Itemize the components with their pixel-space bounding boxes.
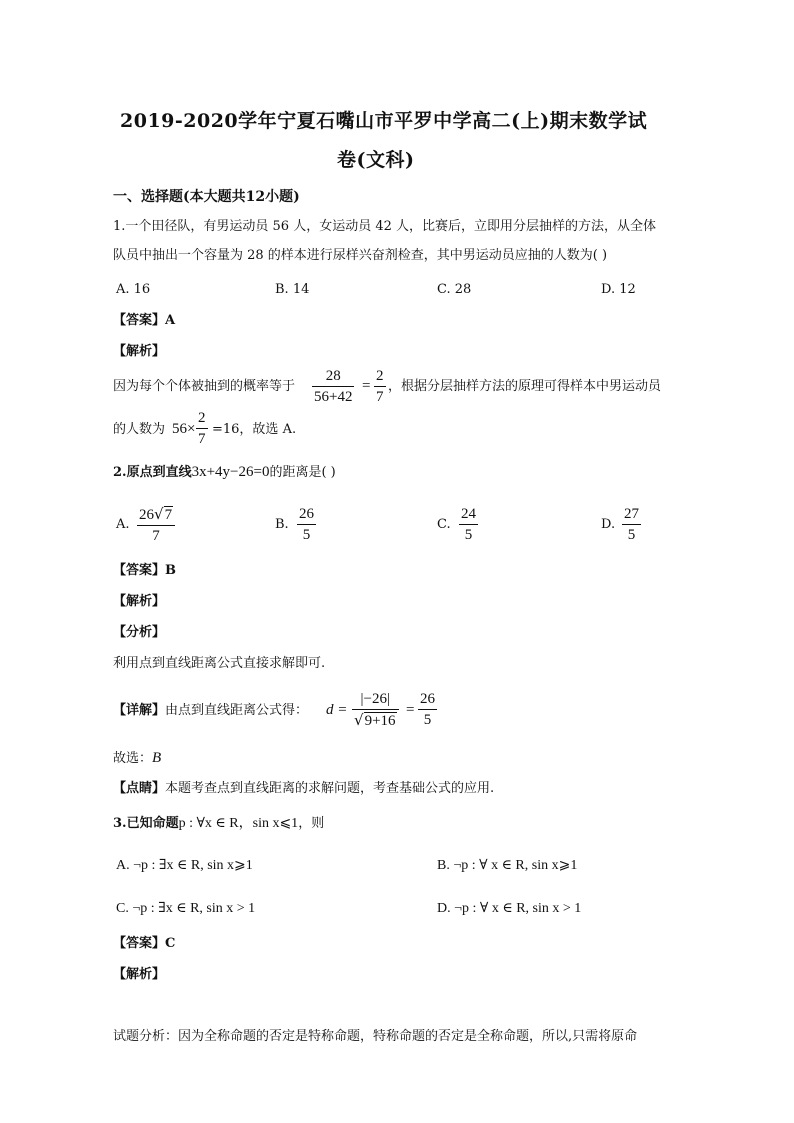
q1-option-d: D. 12 (601, 282, 636, 297)
fraction-denominator: 7 (376, 389, 384, 405)
fraction-numerator: |−26| (360, 691, 390, 707)
q2-stem (113, 463, 336, 482)
q2-analysis-tag: 【解析】 (113, 594, 166, 609)
q1-answer (113, 312, 175, 330)
q3-option-c: C. ¬p : ∃x ∈ R, sin x > 1 (116, 901, 256, 916)
fraction-numerator: 2 (376, 368, 384, 384)
fraction-numerator: 26 (299, 506, 314, 522)
q1-fraction-2 (374, 367, 386, 406)
q2-stem-math: 3x+4y−26=0 (191, 464, 270, 480)
q1-option-b: B. 14 (275, 282, 310, 297)
fraction-denominator: 5 (423, 712, 432, 728)
fraction-denominator: 5 (627, 527, 636, 543)
sqrt-icon: √ (354, 711, 364, 729)
doc-title-line1: 2019-2020学年宁夏石嘴山市平罗中学高二(上)期末数学试 (120, 110, 648, 132)
fraction-bar (418, 709, 437, 710)
doc-title-line2: 卷(文科) (337, 149, 415, 171)
fraction-bar (622, 524, 641, 525)
dianjing-tag: 【点睛】 (113, 781, 166, 796)
q3-option-d: D. ¬p : ∀ x ∈ R, sin x > 1 (437, 901, 582, 916)
dianjing-text: 本题考查点到直线距离的求解问题，考查基础公式的应用. (165, 781, 495, 796)
xiangjie-text: 由点到直线距离公式得： (165, 703, 309, 718)
q3-option-a: A. ¬p : ∃x ∈ R, sin x⩾1 (116, 858, 253, 873)
fraction-denominator: 56+42 (314, 389, 353, 405)
fraction-denominator: 5 (464, 527, 473, 543)
q2-opt-a-label: A. (116, 517, 130, 532)
q1-option-c: C. 28 (437, 282, 472, 297)
q1-analysis-tag: 【解析】 (113, 344, 166, 359)
fraction-bar (352, 709, 399, 710)
q3-answer (113, 935, 175, 953)
q2-opt-d-fraction (622, 505, 641, 544)
q2-opt-a-fraction (137, 505, 175, 545)
q2-stem-text: 2.原点到直线 (113, 465, 192, 480)
q3-explanation: 试题分析：因为全称命题的否定是特称命题，特称命题的否定是全称命题，所以,只需将原命 (113, 1029, 638, 1044)
choose-text: 故选： (113, 751, 153, 766)
fraction-denominator (352, 711, 399, 730)
q1-exp-a: 因为每个个体被抽到的概率等于 (113, 379, 296, 394)
fraction-numerator (137, 505, 175, 524)
fraction-bar (374, 386, 386, 387)
choose-value: B (152, 750, 162, 766)
q3-option-b: B. ¬p : ∀ x ∈ R, sin x⩾1 (437, 858, 578, 873)
sqrt-radicand: 9+16 (364, 713, 396, 729)
fraction-numerator: 28 (325, 368, 341, 384)
q2-opt-d-label: D. (601, 517, 616, 532)
fraction-bar (459, 524, 478, 525)
answer-tag: 【答案】 (113, 936, 166, 951)
fraction-bar (137, 525, 175, 526)
q1-equals: = (362, 378, 371, 394)
answer-tag: 【答案】 (113, 563, 166, 578)
fraction-bar (196, 428, 208, 429)
q2-dianjing (113, 780, 494, 798)
q2-stem-tail: 的距离是( ) (269, 465, 336, 480)
q1-exp-b: ，根据分层抽样方法的原理可得样本中男运动员 (388, 379, 662, 394)
q2-d-fraction (352, 690, 399, 730)
q1-fraction-3 (196, 409, 208, 448)
fraction-bar (297, 524, 316, 525)
sqrt-icon: √ (154, 505, 164, 523)
fraction-denominator: 7 (198, 431, 206, 447)
q2-choose (113, 749, 161, 768)
answer-value: C (165, 936, 176, 951)
q3-analysis-tag: 【解析】 (113, 967, 166, 982)
q2-d-lhs: d = (326, 702, 348, 718)
fraction-numerator: 27 (624, 506, 639, 522)
fraction-bar (312, 386, 354, 387)
sqrt-radicand: 7 (164, 507, 173, 523)
section-header: 一、选择题(本大题共12小题) (113, 189, 300, 205)
xiangjie-tag: 【详解】 (113, 703, 166, 718)
q2-d-eq: = (406, 702, 415, 718)
q2-answer (113, 562, 176, 580)
q2-opt-c-fraction (459, 505, 478, 544)
answer-value: B (165, 563, 177, 578)
numerator-coefficient: 26 (139, 507, 154, 523)
q2-fenxi-tag: 【分析】 (113, 625, 166, 640)
q1-fraction-1 (312, 367, 354, 406)
q3-stem-text: 3.已知命题 (113, 816, 179, 831)
q3-stem-tail: ，则 (298, 816, 325, 831)
q2-d-result (418, 690, 437, 729)
fraction-numerator: 24 (461, 506, 476, 522)
q3-stem (113, 815, 324, 833)
q1-stem-line2: 队员中抽出一个容量为 28 的样本进行尿样兴奋剂检查，其中男运动员应抽的人数为( ) (113, 248, 608, 263)
q1-option-a: A. 16 (116, 282, 151, 297)
q3-stem-math: p : ∀x ∈ R，sin x⩽1 (178, 816, 299, 831)
fraction-numerator: 2 (198, 410, 206, 426)
q2-opt-b-label: B. (275, 517, 289, 532)
q1-exp-c-math: 56× (172, 421, 196, 437)
fraction-denominator: 5 (302, 527, 311, 543)
q1-exp-c: 的人数为 (113, 422, 166, 437)
q1-exp-c-tail: =16，故选 A. (212, 422, 297, 437)
answer-value: A (165, 313, 176, 328)
q1-stem-line1: 1.一个田径队，有男运动员 56 人，女运动员 42 人，比赛后，立即用分层抽样的方法，从全体 (113, 219, 657, 234)
q2-fenxi: 利用点到直线距离公式直接求解即可. (113, 656, 326, 671)
q2-xiangjie (113, 702, 308, 720)
q2-opt-b-fraction (297, 505, 316, 544)
answer-tag: 【答案】 (113, 313, 166, 328)
fraction-numerator: 26 (420, 691, 435, 707)
q2-opt-c-label: C. (437, 517, 451, 532)
fraction-denominator: 7 (152, 528, 160, 544)
